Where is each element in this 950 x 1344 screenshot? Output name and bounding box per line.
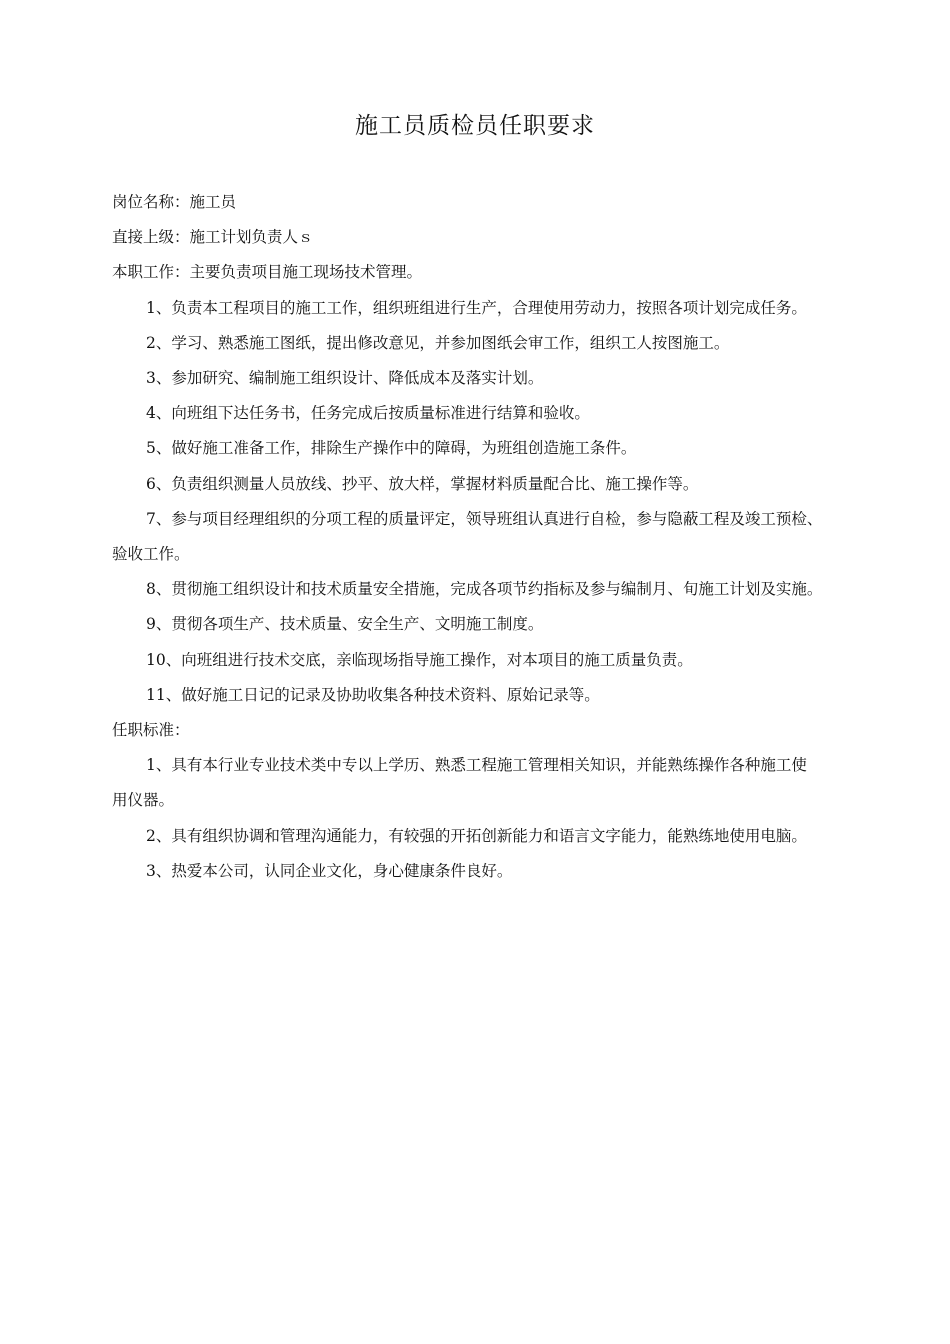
main-duty: 本职工作：主要负责项目施工现场技术管理。 xyxy=(112,263,423,282)
duty-item-7-continued: 验收工作。 xyxy=(112,545,190,564)
duty-item-7: 7、参与项目经理组织的分项工程的质量评定，领导班组认真进行自检，参与隐蔽工程及竣工预检、 xyxy=(146,509,823,528)
qualification-item-1: 1、具有本行业专业技术类中专以上学历、熟悉工程施工管理相关知识，并能熟练操作各种施工使 xyxy=(146,756,807,775)
document-title: 施工员质检员任职要求 xyxy=(355,113,595,139)
duty-item-6: 6、负责组织测量人员放线、抄平、放大样，掌握材料质量配合比、施工操作等。 xyxy=(146,474,699,493)
duty-item-1: 1、负责本工程项目的施工工作，组织班组进行生产，合理使用劳动力，按照各项计划完成任务。 xyxy=(146,298,807,317)
qualification-item-1-continued: 用仪器。 xyxy=(112,791,175,810)
qualification-heading: 任职标准： xyxy=(112,721,190,740)
duty-item-8: 8、贯彻施工组织设计和技术质量安全措施，完成各项节约指标及参与编制月、旬施工计划及实施。 xyxy=(146,580,823,599)
duty-item-11: 11、做好施工日记的记录及协助收集各种技术资料、原始记录等。 xyxy=(146,685,600,704)
direct-superior: 直接上级：施工计划负责人ｓ xyxy=(112,228,314,247)
duty-item-2: 2、学习、熟悉施工图纸，提出修改意见，并参加图纸会审工作，组织工人按图施工。 xyxy=(146,333,730,352)
position-name: 岗位名称：施工员 xyxy=(112,193,237,211)
duty-item-3: 3、参加研究、编制施工组织设计、降低成本及落实计划。 xyxy=(146,369,544,388)
duty-item-5: 5、做好施工准备工作，排除生产操作中的障碍，为班组创造施工条件。 xyxy=(146,439,637,458)
qualification-item-3: 3、热爱本公司，认同企业文化，身心健康条件良好。 xyxy=(146,861,513,880)
duty-item-4: 4、向班组下达任务书，任务完成后按质量标准进行结算和验收。 xyxy=(146,404,590,423)
duty-item-9: 9、贯彻各项生产、技术质量、安全生产、文明施工制度。 xyxy=(146,615,544,634)
duty-item-10: 10、向班组进行技术交底，亲临现场指导施工操作，对本项目的施工质量负责。 xyxy=(146,650,693,669)
document-body xyxy=(112,185,887,889)
qualification-item-2: 2、具有组织协调和管理沟通能力，有较强的开拓创新能力和语言文字能力，能熟练地使用电脑。 xyxy=(146,826,807,845)
